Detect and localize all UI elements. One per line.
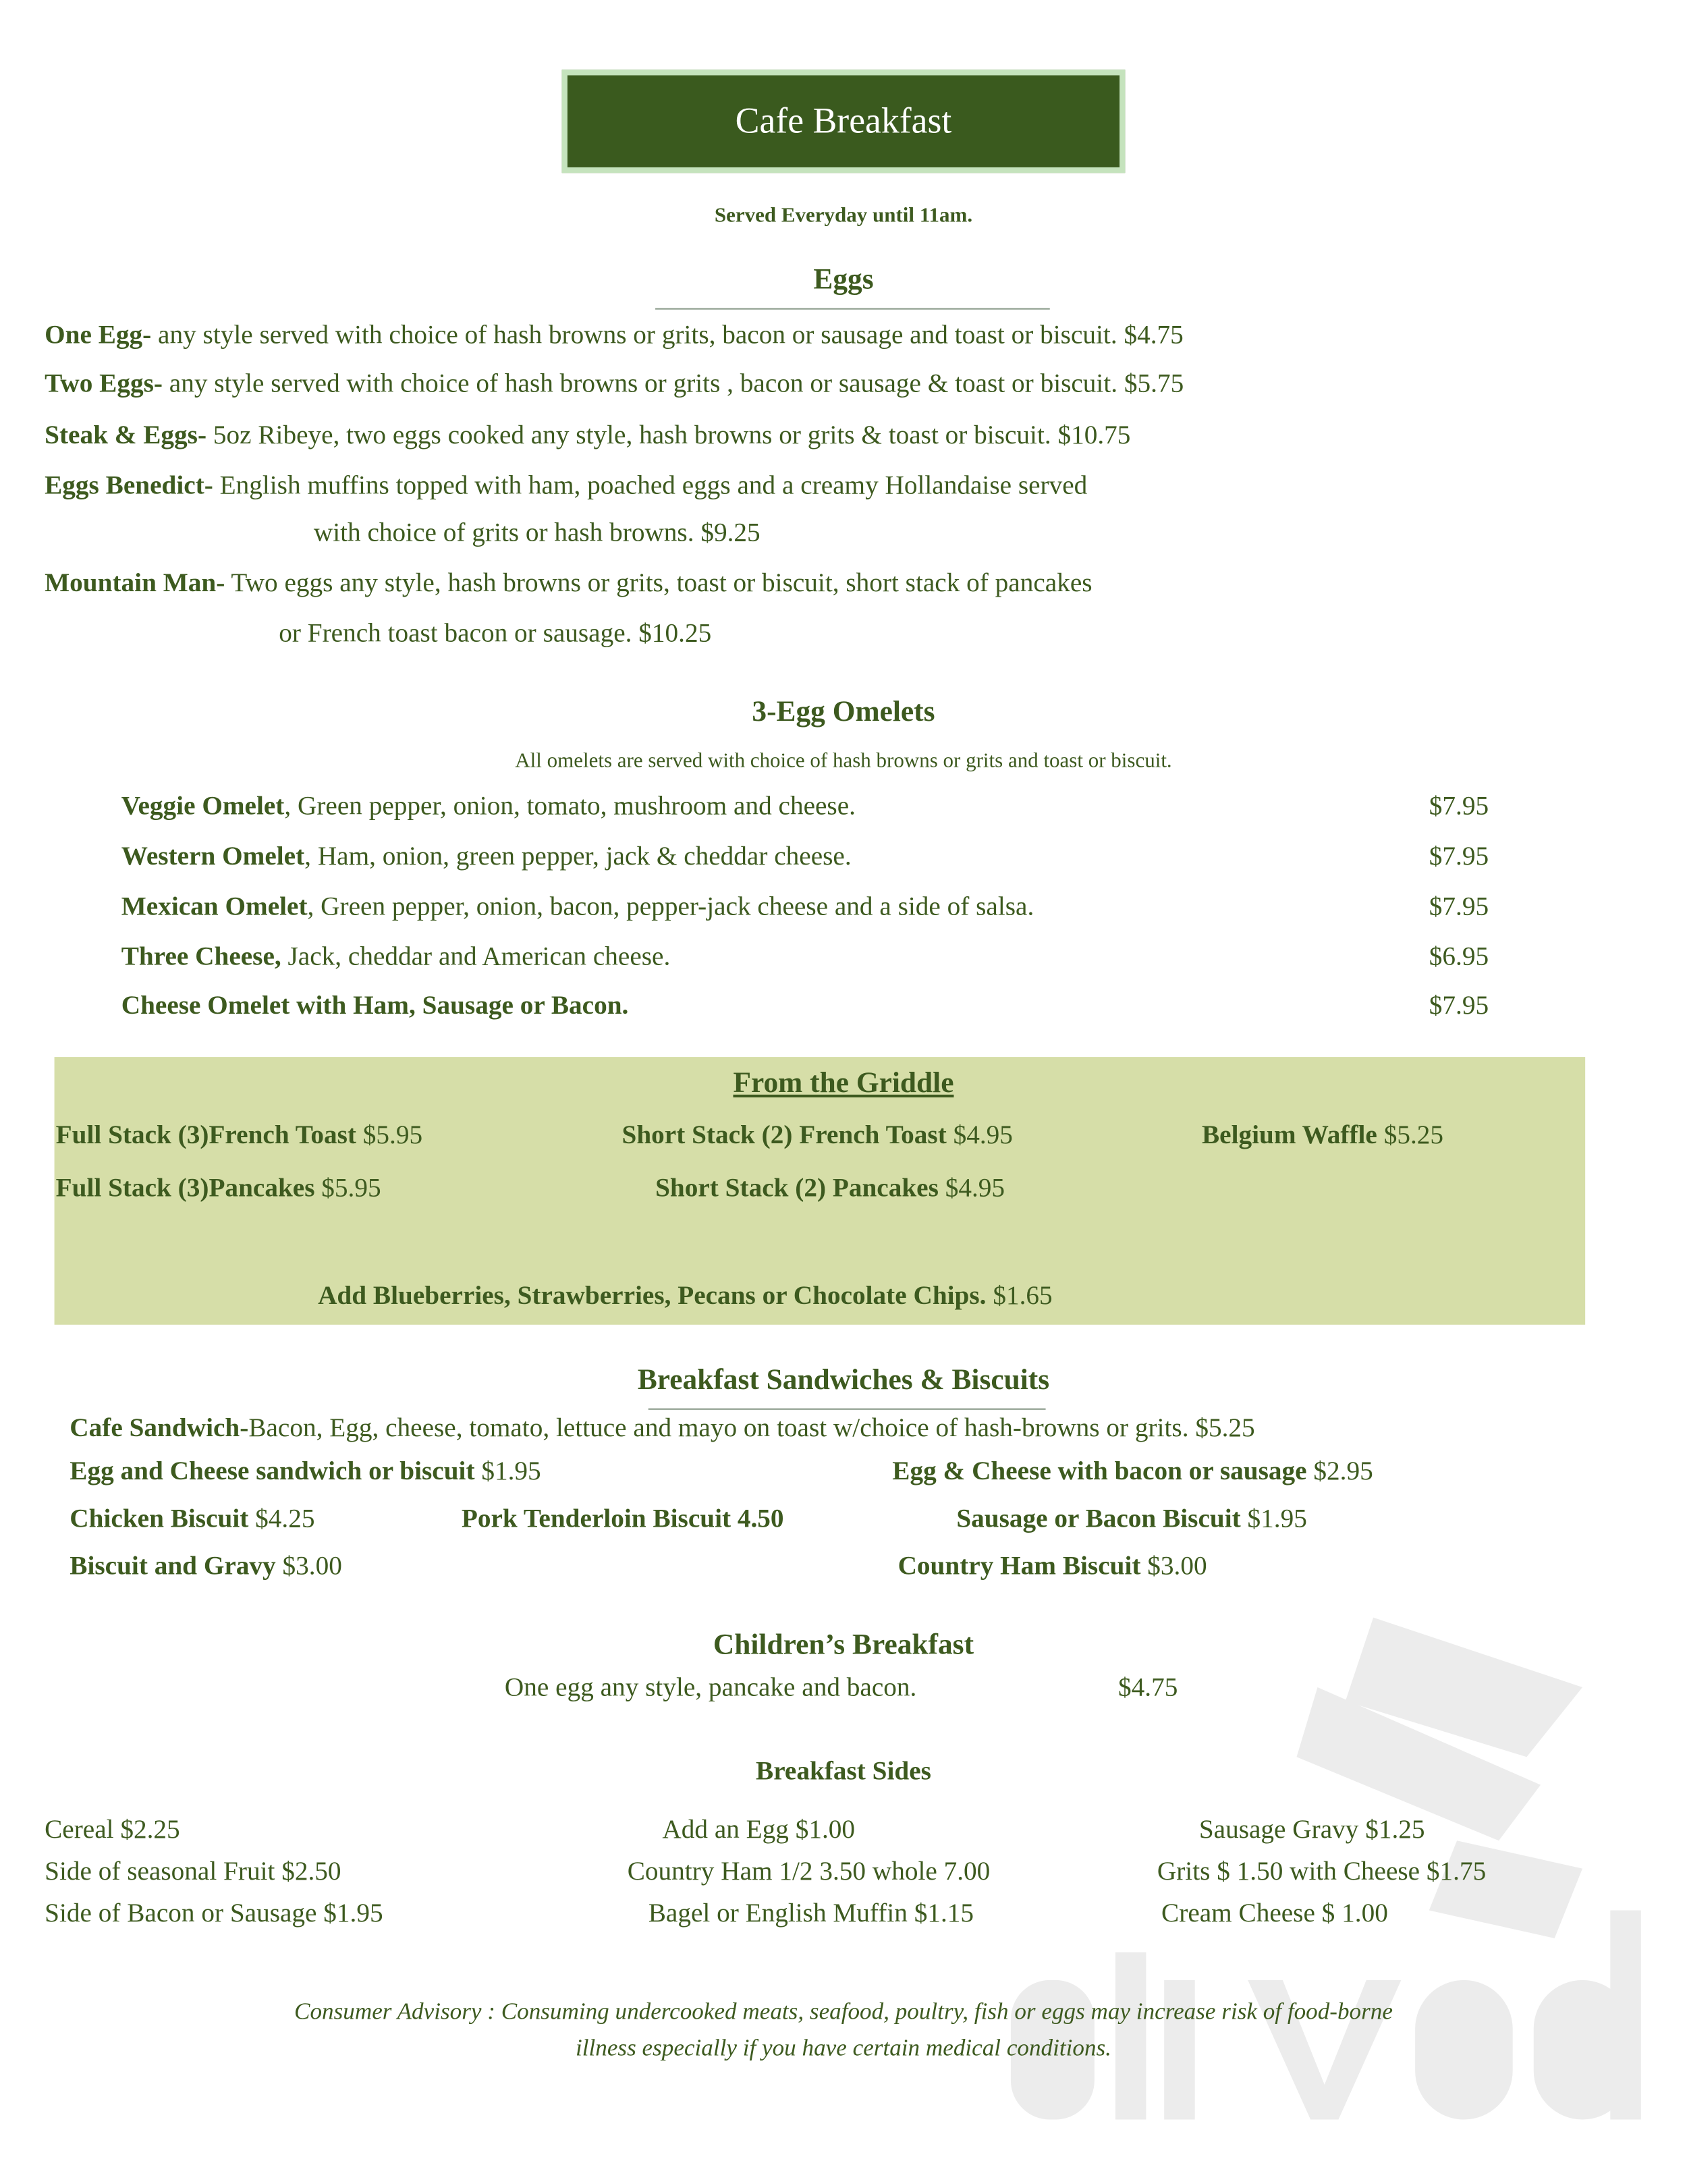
griddle-addon: Add Blueberries, Strawberries, Pecans or Chocolate Chips. $1.65	[318, 1281, 1053, 1311]
menu-item: One egg any style, pancake and bacon.	[504, 1673, 917, 1703]
price: $6.95	[1429, 942, 1489, 973]
menu-title: Cafe Breakfast	[562, 70, 1126, 173]
menu-item: Short Stack (2) French Toast $4.95	[621, 1121, 1013, 1151]
sides-heading: Breakfast Sides	[756, 1757, 931, 1786]
children-heading: Children’s Breakfast	[713, 1627, 974, 1661]
price: $7.95	[1429, 792, 1489, 821]
price: $7.95	[1429, 842, 1489, 872]
side-item: Cream Cheese $ 1.00	[1161, 1899, 1388, 1929]
omelets-note: All omelets are served with choice of hash browns or grits and toast or biscuit.	[515, 750, 1172, 773]
price: $7.95	[1429, 892, 1489, 922]
consumer-advisory: Consumer Advisory : Consuming undercooked meats, seafood, poultry, fish or eggs may increase risk of food-borne	[294, 1998, 1393, 2025]
menu-item: Full Stack (3)French Toast $5.95	[55, 1121, 423, 1151]
menu-item: Veggie Omelet, Green pepper, onion, tomato, mushroom and cheese.	[121, 792, 856, 821]
menu-item: Egg & Cheese with bacon or sausage $2.95	[892, 1457, 1373, 1487]
menu-item: Country Ham Biscuit $3.00	[897, 1552, 1207, 1581]
menu-item: Two Eggs- any style served with choice of hash browns or grits , bacon or sausage & toast or biscuit. $5.75	[45, 369, 1184, 399]
side-item: Side of Bacon or Sausage $1.95	[45, 1899, 383, 1929]
side-item: Sausage Gravy $1.25	[1198, 1816, 1425, 1845]
sandwiches-divider	[648, 1409, 1046, 1410]
menu-item: One Egg- any style served with choice of hash browns or grits, bacon or sausage and toast or biscuit. $4.75	[45, 321, 1184, 350]
side-item: Add an Egg $1.00	[662, 1816, 856, 1845]
menu-item: Eggs Benedict- English muffins topped with ham, poached eggs and a creamy Hollandaise served	[45, 471, 1088, 501]
menu-item: Mountain Man- Two eggs any style, hash browns or grits, toast or biscuit, short stack of pancakes	[45, 568, 1093, 599]
consumer-advisory: illness especially if you have certain medical conditions.	[575, 2034, 1111, 2061]
menu-item: Mexican Omelet, Green pepper, onion, bacon, pepper-jack cheese and a side of salsa.	[121, 892, 1034, 922]
menu-item: Steak & Eggs- 5oz Ribeye, two eggs cooked any style, hash browns or grits & toast or biscuit. $10.75	[45, 420, 1131, 451]
side-item: Side of seasonal Fruit $2.50	[45, 1857, 341, 1887]
sandwiches-heading: Breakfast Sandwiches & Biscuits	[637, 1362, 1050, 1396]
eggs-heading: Eggs	[813, 262, 874, 296]
menu-item: Western Omelet, Ham, onion, green pepper, jack & cheddar cheese.	[121, 842, 852, 872]
menu-item: Belgium Waffle $5.25	[1201, 1121, 1444, 1151]
menu-item: Full Stack (3)Pancakes $5.95	[55, 1174, 381, 1204]
menu-item: Short Stack (2) Pancakes $4.95	[655, 1174, 1005, 1204]
menu-item: Pork Tenderloin Biscuit 4.50	[461, 1504, 784, 1534]
side-item: Grits $ 1.50 with Cheese $1.75	[1157, 1857, 1487, 1887]
menu-item: Egg and Cheese sandwich or biscuit $1.95	[70, 1457, 541, 1487]
served-hours: Served Everyday until 11am.	[714, 204, 973, 227]
price: $7.95	[1429, 991, 1489, 1021]
menu-item: Cafe Sandwich-Bacon, Egg, cheese, tomato, lettuce and mayo on toast w/choice of hash-browns or grits. $5.25	[70, 1414, 1255, 1444]
side-item: Cereal $2.25	[45, 1816, 180, 1845]
griddle-heading: From the Griddle	[733, 1065, 954, 1099]
menu-item: Sausage or Bacon Biscuit $1.95	[956, 1504, 1307, 1534]
menu-item: Cheese Omelet with Ham, Sausage or Bacon.	[121, 991, 629, 1021]
price: $4.75	[1118, 1673, 1178, 1703]
menu-item-continued: or French toast bacon or sausage. $10.25	[279, 619, 712, 649]
omelets-heading: 3-Egg Omelets	[752, 694, 935, 728]
side-item: Bagel or English Muffin $1.15	[648, 1899, 974, 1929]
eggs-divider	[655, 308, 1050, 310]
menu-item: Chicken Biscuit $4.25	[70, 1504, 315, 1534]
menu-item: Biscuit and Gravy $3.00	[70, 1552, 342, 1581]
side-item: Country Ham 1/2 3.50 whole 7.00	[627, 1857, 991, 1887]
menu-item: Three Cheese, Jack, cheddar and American cheese.	[121, 942, 671, 973]
menu-item-continued: with choice of grits or hash browns. $9.25	[313, 518, 760, 548]
